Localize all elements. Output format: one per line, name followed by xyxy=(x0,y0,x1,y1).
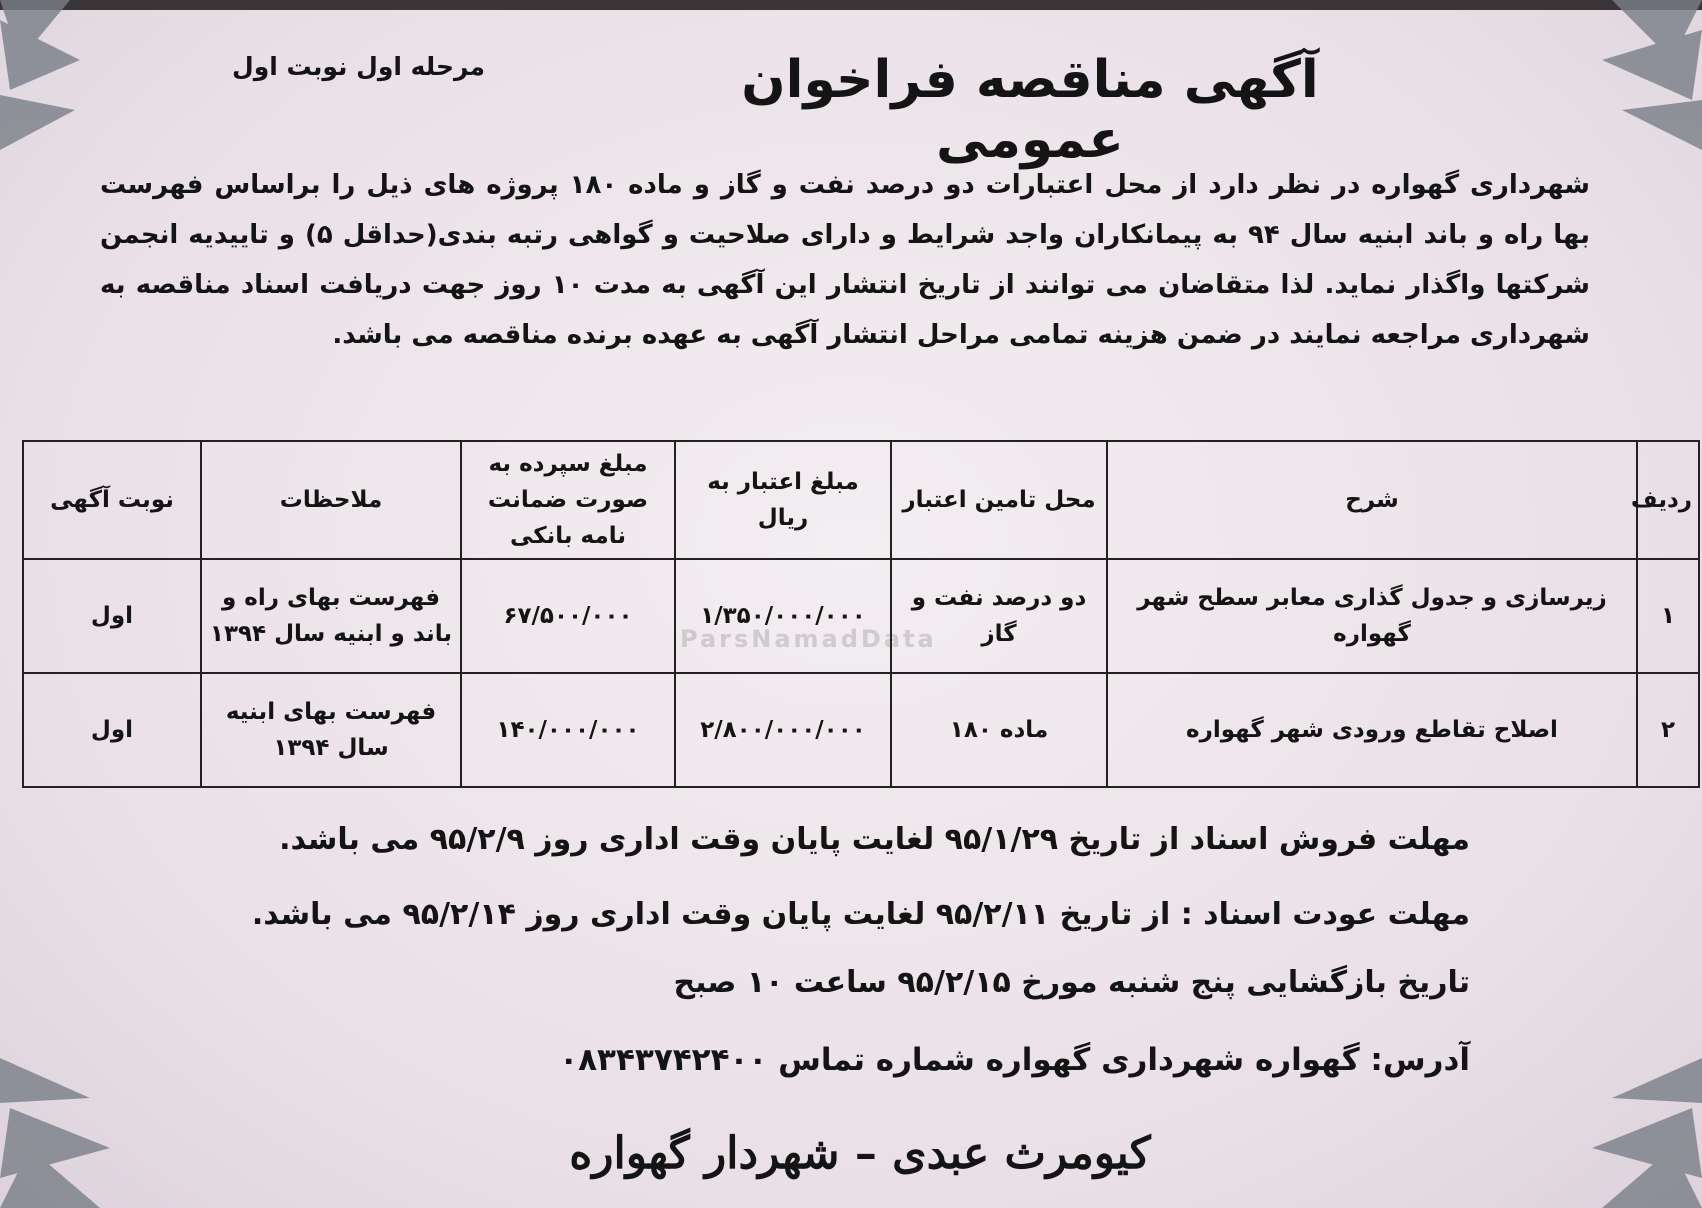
header-description: شرح xyxy=(1107,441,1637,559)
table-header-row xyxy=(23,441,1699,559)
cell-notes: فهرست بهای ابنیه سال ۱۳۹۴ xyxy=(201,673,461,787)
header-row-number: ردیف xyxy=(1637,441,1699,559)
corner-ornament-icon xyxy=(1572,1058,1702,1208)
cell-credit-amount: ۱/۳۵۰/۰۰۰/۰۰۰ xyxy=(675,559,891,673)
header-deposit: مبلغ سپرده به صورت ضمانت نامه بانکی xyxy=(461,441,675,559)
corner-ornament-icon xyxy=(0,0,90,160)
table-row xyxy=(23,559,1699,673)
cell-funding-source: دو درصد نفت و گاز xyxy=(891,559,1107,673)
cell-row-number: ۱ xyxy=(1637,559,1699,673)
watermark: ParsNamadData xyxy=(680,625,937,653)
corner-ornament-icon xyxy=(1572,0,1702,150)
cell-credit-amount: ۲/۸۰۰/۰۰۰/۰۰۰ xyxy=(675,673,891,787)
stage-label: مرحله اول نوبت اول xyxy=(232,52,486,81)
tender-table xyxy=(22,440,1700,788)
cell-ad-turn: اول xyxy=(23,559,201,673)
table-row xyxy=(23,673,1699,787)
cell-description: زیرسازی و جدول گذاری معابر سطح شهر گهواره xyxy=(1107,559,1637,673)
cell-description: اصلاح تقاطع ورودی شهر گهواره xyxy=(1107,673,1637,787)
header-credit-amount: مبلغ اعتبار به ریال xyxy=(675,441,891,559)
return-deadline: مهلت عودت اسناد : از تاریخ ۹۵/۲/۱۱ لغایت پایان وقت اداری روز ۹۵/۲/۱۴ می باشد. xyxy=(251,897,1470,932)
cell-notes: فهرست بهای راه و باند و ابنیه سال ۱۳۹۴ xyxy=(201,559,461,673)
cell-funding-source: ماده ۱۸۰ xyxy=(891,673,1107,787)
opening-date: تاریخ بازگشایی پنج شنبه مورخ ۹۵/۲/۱۵ ساعت ۱۰ صبح xyxy=(673,965,1470,1000)
header-ad-turn: نوبت آگهی xyxy=(23,441,201,559)
sale-deadline: مهلت فروش اسناد از تاریخ ۹۵/۱/۲۹ لغایت پایان وقت اداری روز ۹۵/۲/۹ می باشد. xyxy=(279,822,1470,857)
header-notes: ملاحظات xyxy=(201,441,461,559)
corner-ornament-icon xyxy=(0,1058,130,1208)
top-border xyxy=(0,0,1702,10)
page-title: آگهی مناقصه فراخوان عمومی xyxy=(741,50,1319,170)
header-funding-source: محل تامین اعتبار xyxy=(891,441,1107,559)
cell-row-number: ۲ xyxy=(1637,673,1699,787)
address-line: آدرس: گهواره شهرداری گهواره شماره تماس ۰۸۳۴۳۷۴۲۴۰۰ xyxy=(559,1042,1470,1078)
signature: کیومرث عبدی – شهردار گهواره xyxy=(569,1128,1151,1179)
cell-deposit: ۶۷/۵۰۰/۰۰۰ xyxy=(461,559,675,673)
cell-deposit: ۱۴۰/۰۰۰/۰۰۰ xyxy=(461,673,675,787)
intro-paragraph: شهرداری گهواره در نظر دارد از محل اعتبارات دو درصد نفت و گاز و ماده ۱۸۰ پروژه های ذیل را براساس فهرست بها راه و باند ابنیه سال ۹۴ به پیمانکاران واجد شرایط و دارای صلاحیت و گواهی رتبه بندی(حداقل ۵) و تاییدیه انجمن شرکتها واگذار نماید. لذا متقاضان می توانند از تاریخ انتشار این آگهی به مدت ۱۰ روز جهت دریافت اسناد مناقصه به شهرداری مراجعه نمایند در ضمن هزینه تمامی مراحل انتشار آگهی به عهده برنده مناقصه می باشد. xyxy=(100,170,1591,350)
cell-ad-turn: اول xyxy=(23,673,201,787)
